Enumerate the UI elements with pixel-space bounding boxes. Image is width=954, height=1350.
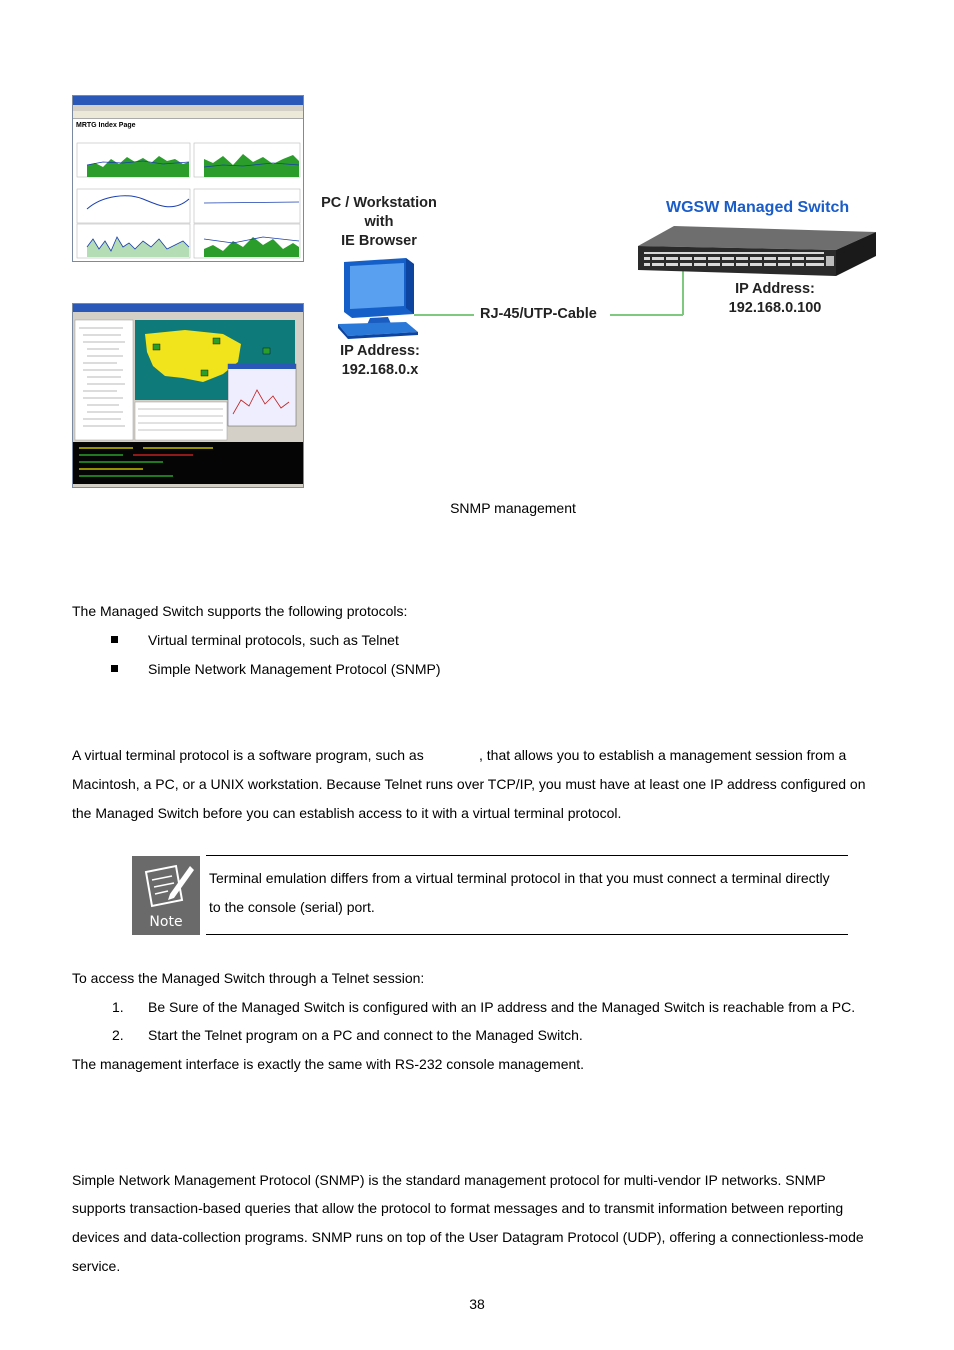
protocol-item: Simple Network Management Protocol (SNMP) <box>148 661 441 677</box>
switch-title: WGSW Managed Switch <box>666 199 850 216</box>
note-icon-label: Note <box>149 914 183 930</box>
managed-switch-icon <box>636 224 878 280</box>
step-text: Be Sure of the Managed Switch is configured with an IP address and the Managed Switch is reachable from a PC. <box>148 999 856 1015</box>
snmp-para-line4: service. <box>72 1258 121 1274</box>
note-line1: Terminal emulation differs from a virtual terminal protocol in that you must connect a terminal directly <box>209 870 830 886</box>
pc-ip-value: 192.168.0.x <box>341 362 419 378</box>
note-rule-bottom <box>206 934 848 935</box>
bullet-icon <box>111 665 118 672</box>
telnet-intro: To access the Managed Switch through a Telnet session: <box>72 970 425 986</box>
pc-ip-label: IP Address: <box>340 343 420 359</box>
snmp-para-line3: devices and data-collection programs. SNMP runs on top of the User Datagram Protocol (UDP), offering a connectionless-mode <box>72 1229 864 1245</box>
step-number: 1. <box>112 999 124 1015</box>
cable-label: RJ-45/UTP-Cable <box>480 306 597 322</box>
pencil-paper-icon <box>132 856 200 914</box>
vt-para-line2: Macintosh, a PC, or a UNIX workstation. Because Telnet runs over TCP/IP, you must have at least one IP address configured on <box>72 776 866 792</box>
bullet-icon <box>111 636 118 643</box>
vt-para-line3: the Managed Switch before you can establish access to it with a virtual terminal protocol. <box>72 805 622 821</box>
note-rule-top <box>206 855 848 856</box>
note-line2: to the console (serial) port. <box>209 899 375 915</box>
vt-para-line1b: , that allows you to establish a management session from a <box>479 747 847 763</box>
figure <box>0 0 954 520</box>
mrtg-page-title: MRTG Index Page <box>76 122 136 129</box>
vt-para-line1a: A virtual terminal protocol is a software program, such as <box>72 747 424 763</box>
page-number: 38 <box>469 1296 485 1312</box>
figure-caption: SNMP management <box>450 500 576 516</box>
pc-label-line3: IE Browser <box>341 233 417 249</box>
snmp-para-line1: Simple Network Management Protocol (SNMP) is the standard management protocol for multi-vendor IP networks. SNMP <box>72 1172 826 1188</box>
protocol-item: Virtual terminal protocols, such as Telnet <box>148 632 399 648</box>
pc-label-line2: with <box>364 214 394 230</box>
switch-ip-label: IP Address: <box>735 281 815 297</box>
snmp-para-line2: supports transaction-based queries that allow the protocol to format messages and to transmit information between reporting <box>72 1200 844 1216</box>
switch-ip-value: 192.168.0.100 <box>728 300 822 316</box>
telnet-outro: The management interface is exactly the same with RS-232 console management. <box>72 1056 585 1072</box>
note-box <box>132 855 848 937</box>
note-icon <box>132 856 200 935</box>
pc-label-line1: PC / Workstation <box>321 195 437 211</box>
step-text: Start the Telnet program on a PC and connect to the Managed Switch. <box>148 1027 583 1043</box>
step-number: 2. <box>112 1027 124 1043</box>
protocols-intro: The Managed Switch supports the following protocols: <box>72 603 408 619</box>
